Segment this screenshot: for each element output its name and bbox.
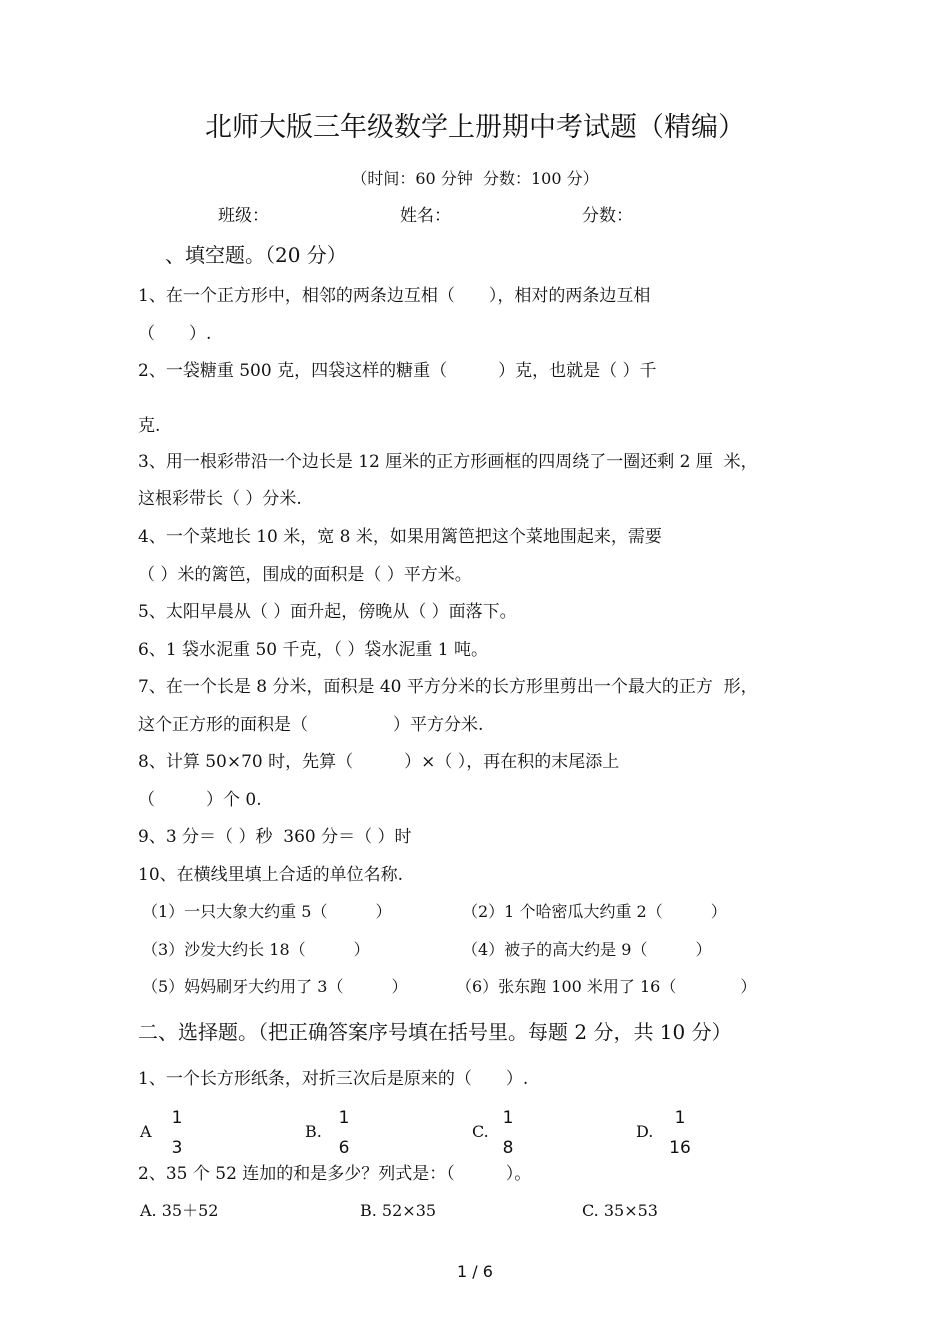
unit-item: （3）沙发大约长 18（ ） (142, 940, 370, 959)
option-b-fraction (329, 1103, 359, 1163)
option-a-label: A (140, 1122, 152, 1141)
unit-item: （1）一只大象大约重 5（ ） (142, 902, 392, 921)
question-line: （ ）. (138, 324, 212, 344)
question-line: 2、一袋糖重 500 克，四袋这样的糖重（ ）克，也就是（ ）千 (138, 361, 657, 381)
page-title: 北师大版三年级数学上册期中考试题（精编） (205, 112, 745, 143)
name-label: 姓名： (400, 206, 451, 226)
question-line: 10、在横线里填上合适的单位名称. (138, 865, 404, 885)
fraction-numerator: 1 (338, 1108, 350, 1128)
fraction-denominator: 8 (502, 1138, 514, 1158)
question-line: 克. (138, 416, 161, 436)
question-line: 7、在一个长是 8 分米，面积是 40 平方分米的长方形里剪出一个最大的正方 形， (138, 677, 758, 697)
unit-item: （5）妈妈刷牙大约用了 3（ ） (142, 977, 408, 996)
unit-item: （6）张东跑 100 米用了 16（ ） (456, 977, 757, 996)
fraction-denominator: 16 (669, 1138, 691, 1158)
question-line: 9、3 分＝（ ）秒 360 分＝（ ）时 (138, 827, 412, 847)
question-line: 1、在一个正方形中，相邻的两条边互相（ ），相对的两条边互相 (138, 286, 651, 306)
question-line: 8、计算 50×70 时，先算（ ）×（ ），再在积的末尾添上 (138, 752, 620, 772)
section-2-heading: 二、选择题。（把正确答案序号填在括号里。每题 2 分，共 10 分） (138, 1020, 732, 1044)
fraction-numerator: 1 (674, 1108, 686, 1128)
question-line: 6、1 袋水泥重 50 千克，（ ）袋水泥重 1 吨。 (138, 640, 489, 660)
question-line: 这个正方形的面积是（ ）平方分米. (138, 715, 484, 735)
option-d-label: D. (636, 1122, 654, 1141)
option-c-fraction (493, 1103, 523, 1163)
option-a: A. 35＋52 (140, 1201, 219, 1220)
question-line: 3、用一根彩带沿一个边长是 12 厘米的正方形画框的四周绕了一圈还剩 2 厘 米， (138, 452, 758, 472)
option-a-fraction (162, 1103, 192, 1163)
fraction-denominator: 6 (338, 1138, 350, 1158)
option-b-label: B. (305, 1122, 322, 1141)
class-label: 班级： (218, 206, 269, 226)
choice-question-1: 1、一个长方形纸条，对折三次后是原来的（ ）. (138, 1069, 529, 1089)
section-1-heading: 、填空题。（20 分） (165, 243, 347, 267)
question-line: 这根彩带长（ ）分米. (138, 489, 302, 509)
page-number: 1 / 6 (457, 1262, 493, 1281)
unit-item: （4）被子的高大约是 9（ ） (462, 940, 712, 959)
question-line: （ ）米的篱笆，围成的面积是（ ）平方米。 (138, 565, 472, 585)
question-line: （ ）个 0. (138, 790, 262, 810)
fraction-numerator: 1 (502, 1108, 514, 1128)
option-d-fraction (665, 1103, 695, 1163)
question-line: 5、太阳早晨从（ ）面升起，傍晚从（ ）面落下。 (138, 602, 517, 622)
fraction-numerator: 1 (171, 1108, 183, 1128)
option-c-label: C. (472, 1122, 489, 1141)
unit-item: （2）1 个哈密瓜大约重 2（ ） (462, 902, 727, 921)
question-line: 4、一个菜地长 10 米，宽 8 米，如果用篱笆把这个菜地围起来，需要 (138, 527, 662, 547)
fraction-denominator: 3 (171, 1138, 183, 1158)
option-b: B. 52×35 (360, 1201, 437, 1220)
option-c: C. 35×53 (582, 1201, 658, 1220)
score-label: 分数： (582, 206, 633, 226)
exam-time-score: （时间：60 分钟 分数：100 分） (351, 169, 599, 188)
choice-question-2: 2、35 个 52 连加的和是多少？列式是：（ ）。 (138, 1164, 532, 1184)
